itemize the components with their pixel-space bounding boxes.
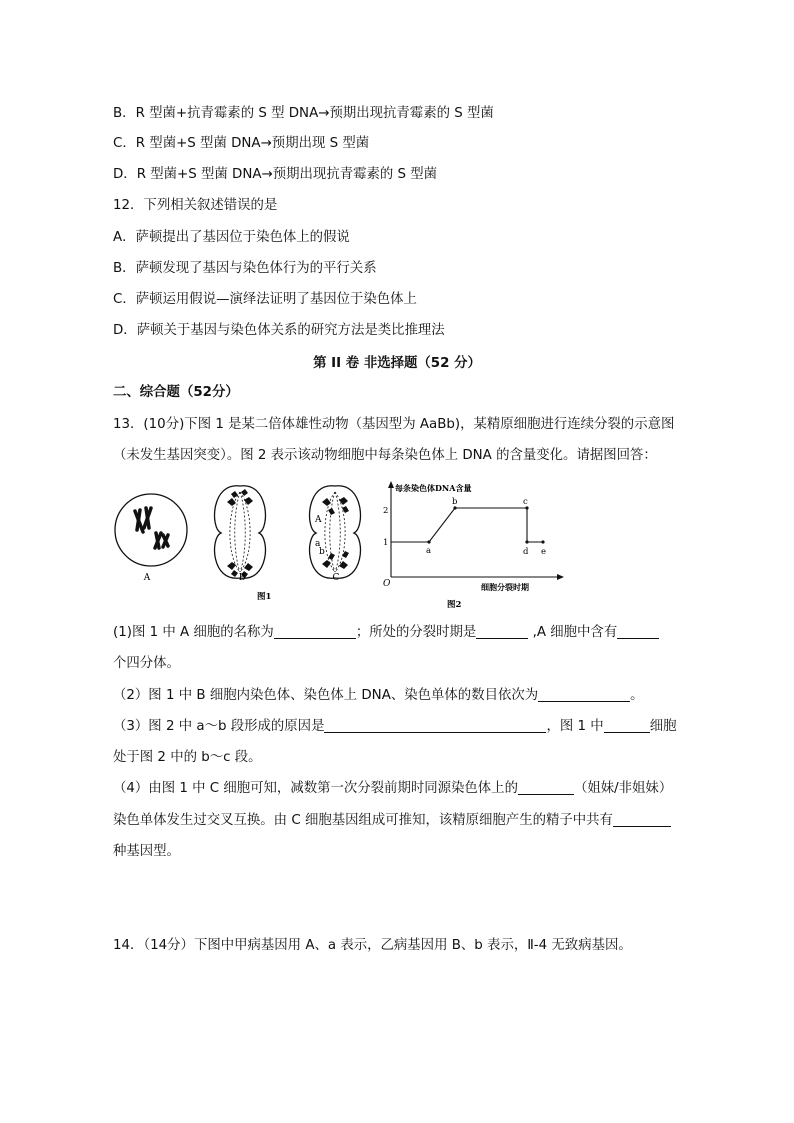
option-d-prev: D．R 型菌+S 型菌 DNA→预期出现抗青霉素的 S 型菌	[113, 167, 438, 182]
q13-stem-line2: （未发生基因突变）。图 2 表示该动物细胞中每条染色体上 DNA 的含量变化。请据图回答：	[113, 448, 657, 463]
q13-sub2-text-a: （2）图 1 中 B 细胞内染色体、染色体上 DNA、染色单体的数目依次为	[113, 688, 539, 703]
q13-sub2-text-b: 。	[630, 688, 644, 703]
figure2-point-e: e	[541, 547, 547, 557]
q13-sub2	[113, 686, 644, 706]
cell-label-c: C	[332, 573, 340, 583]
q12-option-c: C．萨顿运用假说—演绎法证明了基因位于染色体上	[113, 292, 417, 307]
q13-figures	[113, 478, 583, 613]
answer-blank-6[interactable]	[604, 718, 650, 733]
q13-sub3-cont: 处于图 2 中的 b～c 段。	[113, 750, 262, 765]
cell-c	[310, 486, 361, 583]
answer-blank-2[interactable]	[476, 624, 528, 639]
figure2-point-a: a	[426, 546, 432, 556]
q13-sub4-text-a: （4）由图 1 中 C 细胞可知，减数第一次分裂前期时同源染色体上的	[113, 781, 518, 796]
figure2-xlabel: 细胞分裂时期	[481, 582, 529, 592]
cell-label-b: B	[238, 573, 246, 583]
option-c-prev: C．R 型菌+S 型菌 DNA→预期出现 S 型菌	[113, 136, 370, 151]
q14-stem: 14．（14分）下图中甲病基因用 A、a 表示，乙病基因用 B、b 表示，Ⅱ-4 无致病基因。	[113, 938, 632, 953]
q13-sub1-text-a: (1)图 1 中 A 细胞的名称为	[113, 625, 274, 640]
figure2-origin: O	[383, 579, 391, 589]
q12-stem: 12．下列相关叙述错误的是	[113, 198, 278, 213]
c-gene-label-a-lower: a	[315, 539, 321, 549]
answer-blank-3[interactable]	[617, 624, 659, 639]
q13-sub1-cont: 个四分体。	[113, 656, 180, 671]
c-gene-label-b: b	[319, 547, 325, 557]
q12-option-a: A．萨顿提出了基因位于染色体上的假说	[113, 230, 350, 245]
c-gene-label-a: A	[315, 515, 322, 525]
q13-sub4	[113, 779, 672, 799]
figure2-caption: 图2	[447, 600, 462, 610]
figure2-graph	[383, 481, 564, 610]
answer-blank-7[interactable]	[518, 780, 574, 795]
q13-sub3-text-b: ，图 1 中	[546, 719, 604, 734]
part-title: 二、综合题（52分）	[113, 385, 239, 400]
cell-label-a: A	[143, 573, 151, 583]
option-b-prev: B．R 型菌+抗青霉素的 S 型 DNA→预期出现抗青霉素的 S 型菌	[113, 106, 494, 121]
figure2-point-b: b	[452, 497, 458, 507]
answer-blank-4[interactable]	[538, 687, 630, 702]
q12-option-d: D．萨顿关于基因与染色体关系的研究方法是类比推理法	[113, 323, 445, 338]
q13-sub4-end: 种基因型。	[113, 844, 180, 859]
q13-sub1-text-b: ；所处的分裂时期是	[355, 625, 477, 640]
answer-blank-1[interactable]	[274, 624, 356, 639]
figure2-point-d: d	[523, 547, 529, 557]
q13-sub3-text-a: （3）图 2 中 a～b 段形成的原因是	[113, 719, 325, 734]
answer-blank-8[interactable]	[613, 812, 671, 827]
section-title: 第 II 卷 非选择题（52 分）	[313, 356, 481, 371]
figure2-ytick-2: 2	[383, 506, 389, 516]
cell-b	[215, 486, 266, 583]
answer-blank-5[interactable]	[324, 718, 546, 733]
q13-sub4-text-c: 染色单体发生过交叉互换。由 C 细胞基因组成可推知，该精原细胞产生的精子中共有	[113, 813, 613, 828]
figure1-caption: 图1	[257, 592, 272, 602]
q13-sub1	[113, 623, 659, 643]
q12-option-b: B．萨顿发现了基因与染色体行为的平行关系	[113, 261, 377, 276]
q13-sub3	[113, 717, 676, 737]
figure2-point-c: c	[523, 497, 528, 507]
q13-sub4-text-b: （姐妹/非姐妹）	[573, 781, 673, 796]
q13-sub3-text-c: 细胞	[649, 719, 677, 734]
figure2-ytick-1: 1	[383, 538, 389, 548]
q13-stem-line1: 13．(10分)下图 1 是某二倍体雄性动物（基因型为 AaBb)，某精原细胞进行连续分裂的示意图	[113, 417, 675, 432]
q13-sub1-text-c: ,A 细胞中含有	[528, 625, 618, 640]
cell-a	[115, 494, 187, 583]
q13-sub4-cont	[113, 811, 671, 831]
figure2-ylabel: 每条染色体DNA含量	[395, 483, 472, 493]
